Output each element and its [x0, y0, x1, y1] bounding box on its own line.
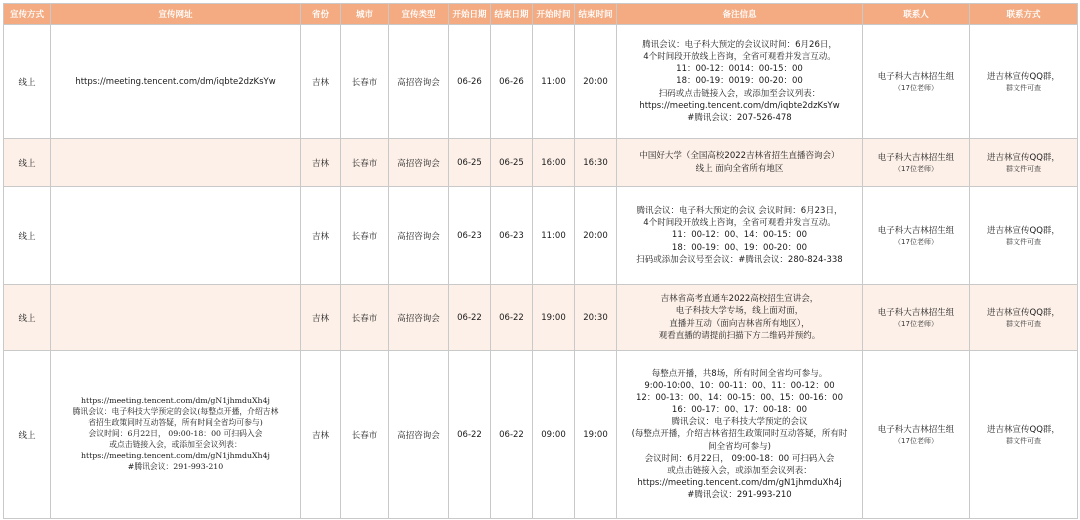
- header-province: 省份: [301, 4, 341, 25]
- table-row: [4, 25, 1078, 139]
- end-date-cell: 06-23: [491, 187, 533, 285]
- notes-line: 扫码或点击链接入会，或添加至会议列表：: [658, 88, 821, 99]
- contact-method-sub: 群文件可查: [1006, 320, 1041, 328]
- end-time-cell: 20:00: [575, 187, 617, 285]
- table-row: [4, 285, 1078, 351]
- notes-line: 吉林省高考直通车2022高校招生宣讲会，: [660, 294, 819, 305]
- contact-name: 电子科大吉林招生组: [877, 72, 955, 82]
- url-cell: [51, 25, 301, 139]
- city-cell: 长春市: [341, 25, 389, 139]
- start-time-cell: 11:00: [533, 25, 575, 139]
- notes-line: 11：00-12：00、14：00-15：00: [671, 230, 808, 241]
- url-cell: [51, 187, 301, 285]
- mode-cell: 线上: [4, 25, 51, 139]
- contact-cell: [863, 351, 970, 519]
- mode-cell: 线上: [4, 351, 51, 519]
- url-cell: [51, 139, 301, 187]
- end-date-cell: 06-25: [491, 139, 533, 187]
- notes-line: 线上 面向全省所有地区: [695, 163, 784, 174]
- promotion-schedule-table: [3, 3, 1078, 519]
- province-cell: 吉林: [301, 139, 341, 187]
- url-line[interactable]: https://meeting.tencent.com/dm/gN1jhmduXh4j: [81, 396, 270, 406]
- city-cell: 长春市: [341, 285, 389, 351]
- header-city: 城市: [341, 4, 389, 25]
- notes-line: 观看直播的请提前扫描下方二维码并预约。: [658, 330, 821, 341]
- url-line: 腾讯会议：电子科技大学预定的会议(每整点开播，介绍吉林: [72, 407, 279, 417]
- mode-cell: 线上: [4, 285, 51, 351]
- contact-sub: （17位老师）: [894, 320, 938, 328]
- contact-method-cell: [970, 25, 1078, 139]
- end-date-cell: 06-26: [491, 25, 533, 139]
- notes-line: 腾讯会议：电子科大预定的会议 会议时间：6月23日，: [636, 206, 843, 217]
- header-contact: 联系人: [863, 4, 970, 25]
- start-date-cell: 06-25: [449, 139, 491, 187]
- notes-line: 会议时间：6月22日， 09:00-18：00 可扫码入会: [644, 453, 835, 464]
- notes-line: 每整点开播，共8场，所有时间全省均可参与。: [651, 369, 828, 380]
- url-line: 或点击链接入会，或添加至会议列表：: [109, 439, 242, 449]
- contact-method-cell: [970, 285, 1078, 351]
- city-cell: 长春市: [341, 351, 389, 519]
- url-line: 省招生政策同时互动答疑，所有时间全省均可参与): [88, 418, 263, 428]
- header-mode: 宣传方式: [4, 4, 51, 25]
- notes-line: 腾讯会议：电子科技大学预定的会议: [671, 417, 808, 428]
- notes-line: 或点击链接入会，或添加至会议列表：: [667, 465, 812, 476]
- notes-line: #腾讯会议：207-526-478: [687, 112, 792, 123]
- notes-cell: [617, 25, 863, 139]
- province-cell: 吉林: [301, 285, 341, 351]
- contact-name: 电子科大吉林招生组: [877, 153, 955, 163]
- province-cell: 吉林: [301, 25, 341, 139]
- contact-sub: （17位老师）: [894, 165, 938, 173]
- notes-line: 4个时间段开放线上咨询，全省可观看并发言互动。: [643, 52, 836, 63]
- city-cell: 长春市: [341, 187, 389, 285]
- notes-line: (每整点开播，介绍吉林省招生政策同时互动答疑，所有时: [631, 429, 848, 440]
- contact-method-cell: [970, 351, 1078, 519]
- notes-line: 4个时间段开放线上咨询，全省可观看并发言互动。: [643, 218, 836, 229]
- province-cell: 吉林: [301, 187, 341, 285]
- notes-line: 12：00-13：00、14：00-15：00、15：00-16：00: [636, 393, 843, 404]
- contact-method-sub: 群文件可查: [1006, 84, 1041, 92]
- table-row: [4, 139, 1078, 187]
- start-time-cell: 19:00: [533, 285, 575, 351]
- contact-method-cell: [970, 139, 1078, 187]
- contact-method-main: 进吉林宣传QQ群，: [987, 308, 1060, 318]
- start-date-cell: 06-22: [449, 351, 491, 519]
- url-line: 会议时间：6月22日， 09:00-18：00 可扫码入会: [88, 429, 263, 439]
- contact-method-main: 进吉林宣传QQ群，: [987, 153, 1060, 163]
- url-line: #腾讯会议：291-993-210: [127, 461, 224, 471]
- type-cell: 高招咨询会: [389, 25, 449, 139]
- end-date-cell: 06-22: [491, 285, 533, 351]
- end-time-cell: 19:00: [575, 351, 617, 519]
- url-line[interactable]: https://meeting.tencent.com/dm/iqbte2dzKsYw: [75, 76, 276, 87]
- contact-sub: （17位老师）: [894, 84, 938, 92]
- contact-method-cell: [970, 187, 1078, 285]
- city-cell: 长春市: [341, 139, 389, 187]
- header-contact-method: 联系方式: [970, 4, 1078, 25]
- notes-line: 扫码或添加会议号至会议：#腾讯会议：280-824-338: [636, 254, 843, 265]
- url-cell: [51, 285, 301, 351]
- header-url: 宣传网址: [51, 4, 301, 25]
- contact-method-main: 进吉林宣传QQ群，: [987, 226, 1060, 236]
- contact-name: 电子科大吉林招生组: [877, 308, 955, 318]
- start-time-cell: 16:00: [533, 139, 575, 187]
- notes-cell: [617, 139, 863, 187]
- contact-cell: [863, 25, 970, 139]
- contact-name: 电子科大吉林招生组: [877, 425, 955, 435]
- contact-cell: [863, 187, 970, 285]
- notes-cell: [617, 351, 863, 519]
- start-date-cell: 06-22: [449, 285, 491, 351]
- url-line[interactable]: https://meeting.tencent.com/dm/gN1jhmduXh4j: [81, 450, 270, 460]
- notes-line: 18：00-19：00、19：00-20：00: [671, 242, 808, 253]
- table-row: [4, 351, 1078, 519]
- notes-line: #腾讯会议：291-993-210: [687, 489, 792, 500]
- header-end-date: 结束日期: [491, 4, 533, 25]
- contact-sub: （17位老师）: [894, 437, 938, 445]
- contact-name: 电子科大吉林招生组: [877, 226, 955, 236]
- contact-method-sub: 群文件可查: [1006, 238, 1041, 246]
- end-time-cell: 20:30: [575, 285, 617, 351]
- mode-cell: 线上: [4, 139, 51, 187]
- url-cell: [51, 351, 301, 519]
- notes-line: 腾讯会议：电子科大预定的会议议时间：6月26日，: [642, 40, 837, 51]
- notes-line: 中国好大学（全国高校2022吉林省招生直播咨询会）: [639, 151, 840, 162]
- contact-cell: [863, 139, 970, 187]
- notes-line: 18：00-19：0019：00-20：00: [676, 76, 803, 87]
- header-row: [4, 4, 1078, 25]
- start-time-cell: 11:00: [533, 187, 575, 285]
- start-date-cell: 06-23: [449, 187, 491, 285]
- notes-cell: [617, 285, 863, 351]
- notes-line: 间全省均可参与): [708, 441, 771, 452]
- mode-cell: 线上: [4, 187, 51, 285]
- header-notes: 备注信息: [617, 4, 863, 25]
- notes-line: https://meeting.tencent.com/dm/iqbte2dzKsYw: [639, 100, 840, 111]
- type-cell: 高招咨询会: [389, 285, 449, 351]
- header-start-date: 开始日期: [449, 4, 491, 25]
- notes-line: https://meeting.tencent.com/dm/gN1jhmduXh4j: [637, 477, 842, 488]
- notes-line: 9:00-10:00、10：00-11：00、11：00-12：00: [644, 381, 835, 392]
- start-time-cell: 09:00: [533, 351, 575, 519]
- end-date-cell: 06-22: [491, 351, 533, 519]
- contact-cell: [863, 285, 970, 351]
- notes-cell: [617, 187, 863, 285]
- province-cell: 吉林: [301, 351, 341, 519]
- notes-line: 电子科技大学专场，线上面对面，: [675, 306, 804, 317]
- notes-line: 16：00-17：00、17：00-18：00: [671, 405, 808, 416]
- type-cell: 高招咨询会: [389, 351, 449, 519]
- contact-method-main: 进吉林宣传QQ群，: [987, 425, 1060, 435]
- table-row: [4, 187, 1078, 285]
- header-end-time: 结束时间: [575, 4, 617, 25]
- notes-line: 直播并互动（面向吉林省所有地区），: [669, 318, 810, 329]
- start-date-cell: 06-26: [449, 25, 491, 139]
- end-time-cell: 16:30: [575, 139, 617, 187]
- notes-line: 11：00-12：0014：00-15：00: [676, 64, 803, 75]
- header-start-time: 开始时间: [533, 4, 575, 25]
- contact-method-main: 进吉林宣传QQ群，: [987, 72, 1060, 82]
- type-cell: 高招咨询会: [389, 187, 449, 285]
- type-cell: 高招咨询会: [389, 139, 449, 187]
- header-type: 宣传类型: [389, 4, 449, 25]
- end-time-cell: 20:00: [575, 25, 617, 139]
- contact-method-sub: 群文件可查: [1006, 437, 1041, 445]
- contact-sub: （17位老师）: [894, 238, 938, 246]
- contact-method-sub: 群文件可查: [1006, 165, 1041, 173]
